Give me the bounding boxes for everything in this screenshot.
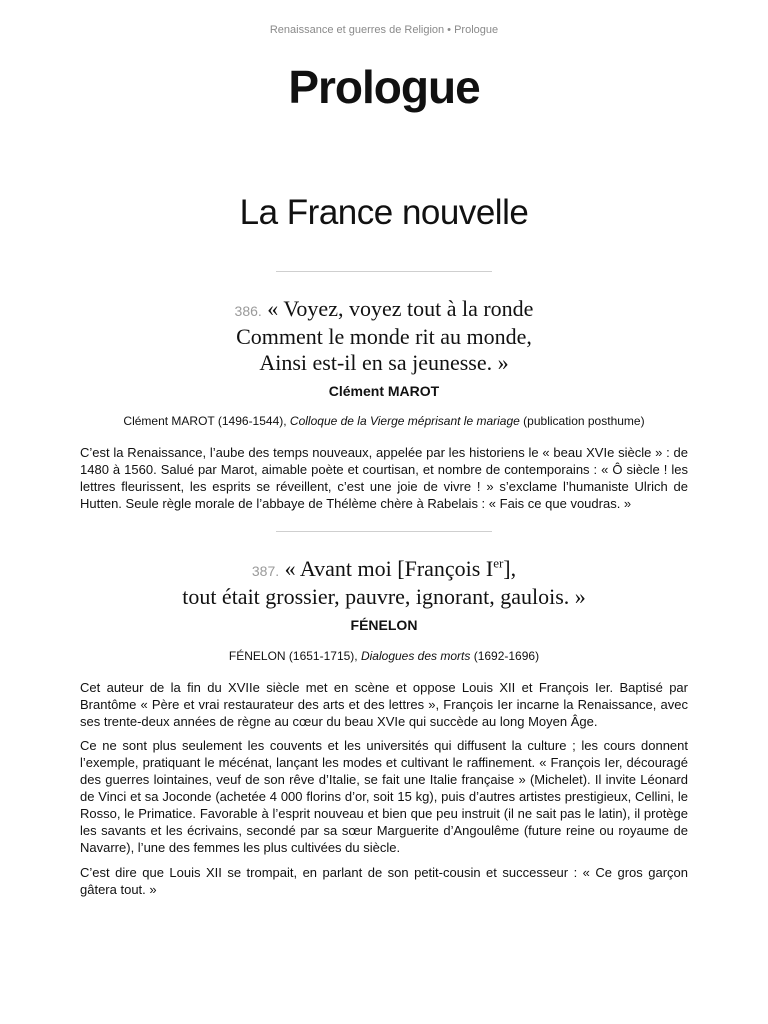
source-title: Dialogues des morts	[360, 649, 471, 663]
quote-line: Comment le monde rit au monde,	[236, 324, 532, 349]
running-head: Renaissance et guerres de Religion • Prologue	[269, 24, 499, 36]
quote-text-superscript: er	[493, 555, 504, 571]
quote-source	[0, 414, 768, 428]
quote-line: tout était grossier, pauvre, ignorant, gaulois. »	[182, 584, 586, 609]
quote-line	[80, 296, 688, 324]
quote-text: « Avant moi [François I	[284, 556, 494, 581]
quote-number: 386.	[234, 303, 262, 319]
quote-author: Clément MAROT	[328, 383, 440, 399]
source-author: Clément MAROT (1496-1544),	[123, 414, 290, 428]
paragraph: C’est la Renaissance, l’aube des temps nouveaux, appelée par les historiens le « beau XVIe siècle » : de 1480 à 1560. Salué par Marot, aimable poète et courtisan, et nombre de contemporains : « Ô siècle ! les lettres fleurissent, les esprits se réveillent, c’est une joie de vivre ! » s’exclame l’humaniste Ulrich de Hutten. Seule règle morale de l’abbaye de Thélème chère à Rabelais : « Fais ce que voudras. »	[80, 445, 688, 511]
page-title: Prologue	[288, 61, 480, 113]
quote-386	[80, 296, 688, 376]
quote-387	[80, 556, 688, 610]
source-date: (publication posthume)	[519, 414, 645, 428]
source-date: (1692-1696)	[470, 649, 540, 663]
quote-line: Ainsi est-il en sa jeunesse. »	[259, 350, 509, 375]
source-author: FÉNELON (1651-1715),	[228, 649, 361, 663]
quote-source	[0, 649, 768, 663]
paragraph: C’est dire que Louis XII se trompait, en parlant de son petit-cousin et successeur : « Ce gros garçon gâtera tout. »	[80, 865, 688, 897]
quote-text: ],	[503, 556, 517, 581]
section-title: La France nouvelle	[239, 193, 529, 232]
paragraph: Cet auteur de la fin du XVIIe siècle met en scène et oppose Louis XII et François Ier. Baptisé par Brantôme « Père et vrai restaurateur des arts et des lettres », François Ier incarne la Renaissance, avec ses trente-deux années de règne au cœur du beau XVIe qui succède au long Moyen Âge.	[80, 680, 688, 729]
divider	[276, 531, 492, 532]
quote-number: 387.	[251, 563, 280, 579]
paragraph: Ce ne sont plus seulement les couvents et les universités qui diffusent la culture ; les cours donnent l’exemple, pratiquant le mécénat, lançant les modes et cultivant le raffinement. « François Ier, découragé des guerres lointaines, veuf de son rêve d’Italie, se fait une Italie française » (Michelet). Il invite Léonard de Vinci et sa Joconde (achetée 4 000 florins d’or, soit 15 kg), puis d’autres artistes prestigieux, Cellini, le Rosso, le Primatice. Favorable à l’esprit nouveau et bien que peu instruit (il ne sait pas le latin), il protège les savants et les écrivains, secondé par sa sœur Marguerite d’Angoulême (future reine ou royaume de Navarre), l’une des femmes les plus cultivées du siècle.	[80, 738, 688, 855]
source-title: Colloque de la Vierge méprisant le mariage	[289, 414, 520, 428]
quote-author: FÉNELON	[350, 617, 418, 633]
divider	[276, 271, 492, 272]
quote-line	[80, 556, 688, 584]
quote-text: « Voyez, voyez tout à la ronde	[267, 296, 534, 321]
